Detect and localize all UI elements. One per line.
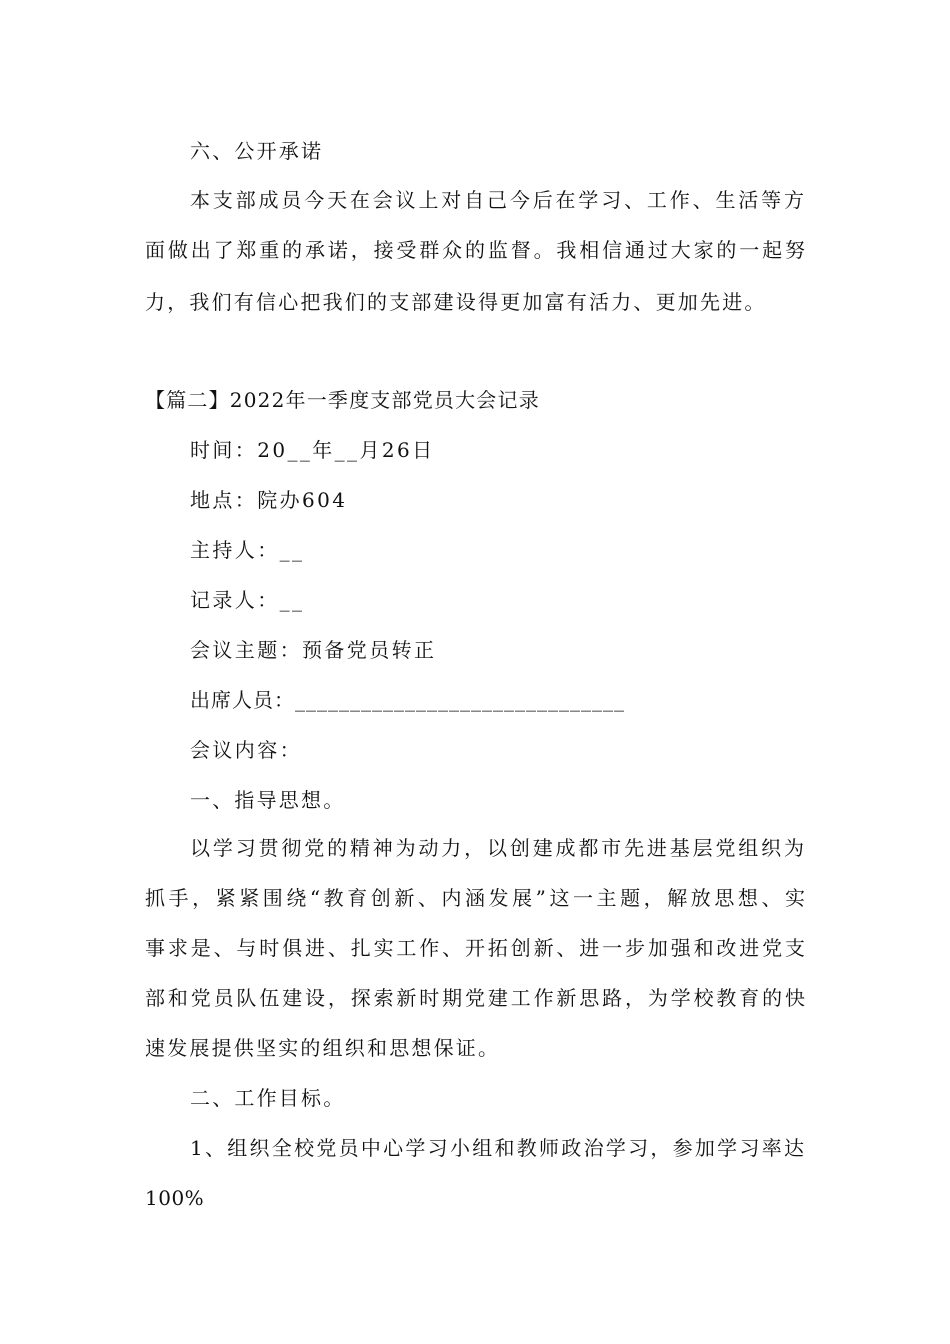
article-two-title: 【篇二】2022年一季度支部党员大会记录 bbox=[145, 388, 540, 412]
meeting-attendees: 出席人员：______________________________ bbox=[190, 688, 625, 712]
guide-heading: 一、指导思想。 bbox=[190, 788, 346, 812]
meeting-place: 地点：院办604 bbox=[190, 488, 348, 512]
section-six-paragraph-line-1: 本支部成员今天在会议上对自己今后在学习、工作、生活等方 bbox=[190, 188, 804, 212]
meeting-time: 时间：20__年__月26日 bbox=[190, 438, 435, 462]
guide-paragraph-line-1: 以学习贯彻党的精神为动力，以创建成都市先进基层党组织为 bbox=[190, 836, 804, 860]
guide-paragraph-line-2: 抓手，紧紧围绕“教育创新、内涵发展”这一主题，解放思想、实 bbox=[145, 886, 805, 910]
meeting-recorder: 记录人：__ bbox=[190, 588, 305, 612]
meeting-host: 主持人：__ bbox=[190, 538, 305, 562]
goal-paragraph-line-1: 1、组织全校党员中心学习小组和教师政治学习，参加学习率达 bbox=[190, 1136, 804, 1160]
meeting-content-label: 会议内容： bbox=[190, 738, 302, 762]
guide-paragraph-line-4: 部和党员队伍建设，探索新时期党建工作新思路，为学校教育的快 bbox=[145, 986, 805, 1010]
goal-paragraph-line-2: 100% bbox=[145, 1186, 205, 1210]
section-six-paragraph-line-2: 面做出了郑重的承诺，接受群众的监督。我相信通过大家的一起努 bbox=[145, 238, 805, 262]
guide-paragraph-line-5: 速发展提供坚实的组织和思想保证。 bbox=[145, 1036, 501, 1060]
section-six-paragraph-line-3: 力，我们有信心把我们的支部建设得更加富有活力、更加先进。 bbox=[145, 290, 767, 314]
goal-heading: 二、工作目标。 bbox=[190, 1086, 346, 1110]
section-six-heading: 六、公开承诺 bbox=[190, 139, 324, 163]
meeting-theme: 会议主题：预备党员转正 bbox=[190, 638, 437, 662]
guide-paragraph-line-3: 事求是、与时俱进、扎实工作、开拓创新、进一步加强和改进党支 bbox=[145, 936, 805, 960]
